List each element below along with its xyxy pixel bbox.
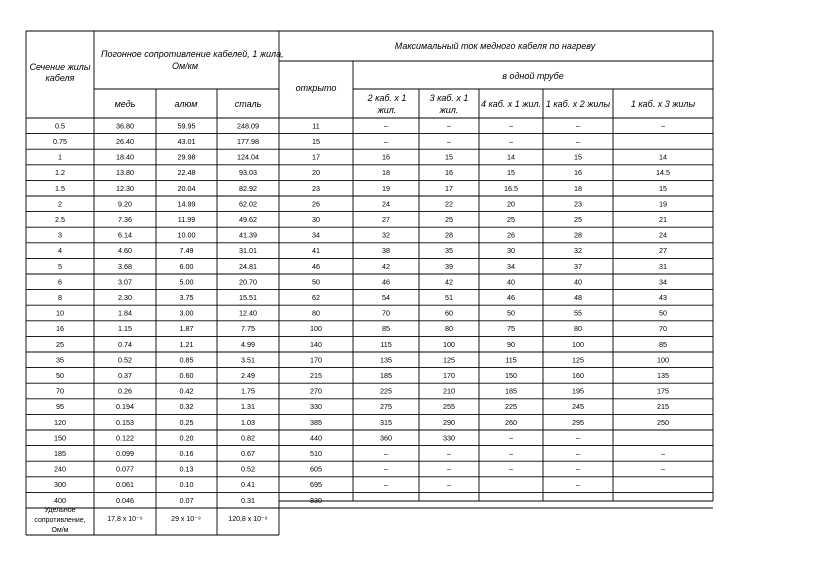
table-cell: 100 [657,355,669,365]
table-cell: 440 [310,433,322,443]
table-cell: 1.2 [55,168,65,178]
table-cell: 510 [310,449,322,458]
table-cell: 5.00 [179,277,194,287]
header-pipe-col-2-line2: жил. [439,105,459,115]
table-cell: – [576,464,580,474]
table-cell: 0.67 [241,449,255,458]
header-open: открыто [295,83,337,93]
table-cell: 0.60 [179,371,194,380]
table-row [58,153,667,162]
table-cell: 50 [56,371,64,380]
table-cell: 93.03 [239,168,257,178]
footer-label-line3: Ом/м [51,527,69,534]
table-cell: 62.02 [239,199,257,209]
table-cell: 330 [310,402,322,412]
table-cell: – [384,121,388,131]
footer-value-steel: 120,8 х 10⁻⁹ [228,516,268,523]
table-row [55,121,665,130]
table-cell: 18.40 [116,152,134,162]
table-body [53,121,670,504]
table-cell: 3.07 [118,277,132,287]
table-cell: 170 [310,355,322,365]
table-cell: – [447,464,451,474]
table-cell: 150 [54,433,66,443]
table-cell: 115 [380,339,392,349]
table-row [58,293,667,302]
table-cell: 23 [312,183,320,193]
table-cell: 28 [574,230,582,240]
header-section [29,62,90,83]
table-cell: 0.046 [116,495,134,505]
table-cell: 80 [312,308,320,318]
table-cell: 24 [659,230,667,240]
table-cell: 7.75 [241,324,255,334]
header-pipe-cols [367,93,696,115]
table-cell: 160 [572,371,584,380]
table-cell: 22.48 [177,168,196,178]
table-cell: 26.40 [116,137,134,146]
table-cell: 18 [382,168,390,178]
table-cell: 46 [507,293,515,302]
table-cell: 32 [574,246,582,256]
table-cell: 14.99 [177,199,196,209]
table-cell: 215 [310,371,322,380]
table-cell: 43.01 [177,137,196,146]
table-cell: 135 [380,355,392,365]
table-cell: 26 [312,199,320,209]
table-cell: 50 [507,308,515,318]
header-pipe-col-1-line2: жил. [377,105,397,115]
table-cell: 31 [659,261,667,271]
table-cell: – [509,464,513,474]
table-cell: 17 [445,183,453,193]
table-cell: 0.20 [179,433,194,443]
table-cell: 115 [505,355,517,365]
table-cell: 9.20 [118,199,132,209]
table-cell: 315 [380,417,392,427]
header-resistance-line1: Погонное сопротивление кабелей, 1 жила, [101,49,284,59]
table-cell: 100 [310,324,322,334]
table-cell: 60 [445,308,453,318]
table-cell: 7.49 [179,246,194,256]
table-cell: 23 [574,199,582,209]
footer-value-aluminium: 29 х 10⁻⁹ [171,516,201,523]
table-cell: 195 [572,386,584,396]
table-cell: 0.42 [179,386,194,396]
table-cell: 35 [56,355,64,365]
table-row [58,199,667,208]
header-metal-aluminium: алюм [174,99,198,109]
table-cell: 1.5 [55,183,65,193]
table-cell: 0.122 [116,433,134,443]
table-cell: 41.39 [239,230,257,240]
table-row [58,262,667,271]
table-row [55,184,667,193]
table-cell: 360 [380,433,392,443]
table-cell: 75 [507,324,515,334]
table-row [56,309,667,318]
table-row [56,387,669,396]
table-row [58,231,667,240]
header-metal-copper: медь [114,99,136,109]
header-resistance-line2: Ом/км [171,61,199,71]
table-cell: 80 [574,324,582,334]
table-cell: 42 [445,277,453,287]
table-row [54,449,665,458]
table-cell: 21 [659,215,667,224]
table-row [54,433,580,442]
table-cell: 49.62 [239,215,257,224]
table-cell: 1 [58,152,62,162]
table-cell: 275 [380,402,392,412]
table-cell: – [384,480,388,490]
table-cell: 19 [659,199,667,209]
table-cell: – [447,137,451,146]
table-cell: 17 [312,152,320,162]
table-cell: 19 [382,183,390,193]
table-cell: 5 [58,261,62,271]
table-cell: 400 [54,495,66,505]
table-cell: 0.099 [116,449,134,458]
table-cell: 43 [659,293,667,302]
header-pipe-col-3: 4 каб. х 1 жил. [480,99,542,109]
table-cell: 290 [443,417,455,427]
table-cell: 70 [382,308,390,318]
table-cell: 185 [505,386,517,396]
table-cell: 0.85 [179,355,194,365]
table-cell: 2.49 [241,371,255,380]
table-cell: 46 [382,277,390,287]
table-cell: 125 [443,355,455,365]
table-cell: 225 [505,402,517,412]
table-cell: 25 [445,215,453,224]
table-cell: 8 [58,293,62,302]
table-row [56,324,667,333]
table-cell: 2 [58,199,62,209]
footer-label-line2: сопротивление, [34,517,86,524]
table-cell: 31.01 [239,246,257,256]
table-cell: 24 [382,199,390,209]
table-cell: 20.70 [239,277,257,287]
table-cell: 42 [382,261,390,271]
table-cell: – [576,449,580,458]
table-cell: 35 [445,246,453,256]
header-pipe-col-4: 1 каб. х 2 жилы [545,99,611,109]
table-row [58,246,667,255]
table-cell: 248.09 [237,121,259,131]
table-cell: 15 [312,137,320,146]
table-cell: 185 [380,371,392,380]
table-cell: 0.13 [179,464,194,474]
table-cell: 135 [657,371,669,380]
table-cell: 4.99 [241,339,255,349]
table-cell: 14 [507,152,515,162]
table-cell: 170 [443,371,455,380]
table-cell: 0.41 [241,480,255,490]
table-cell: 28 [445,230,453,240]
table-cell: 3.68 [118,261,132,271]
table-row [56,402,669,411]
table-cell: 177.98 [237,137,259,146]
table-cell: 16 [445,168,453,178]
table-cell: 14 [659,152,667,162]
table-cell: 300 [54,480,66,490]
table-cell: 16.5 [504,183,518,193]
table-cell: 15.51 [239,293,257,302]
header-section-line2: кабеля [45,73,75,83]
table-cell: 62 [312,293,320,302]
footer-value-copper: 17,8 х 10⁻⁹ [107,516,143,523]
table-cell: 0.26 [118,386,132,396]
table-cell: 0.153 [116,417,134,427]
table-cell: 140 [310,339,322,349]
footer-label [34,507,85,534]
table-cell: 0.52 [118,355,132,365]
table-cell: 15 [507,168,515,178]
table-row [53,137,580,146]
table-cell: 16 [56,324,64,334]
table-cell: 0.07 [179,495,194,505]
table-cell: – [509,449,513,458]
table-cell: 0.75 [53,137,67,146]
table-cell: 12.30 [116,183,134,193]
table-cell: 25 [574,215,582,224]
table-cell: 39 [445,261,453,271]
table-cell: 80 [445,324,453,334]
table-cell: 50 [312,277,320,287]
table-cell: 32 [382,230,390,240]
table-cell: 0.10 [179,480,194,490]
table-cell: 41 [312,246,320,256]
table-row [55,168,670,177]
table-cell: 210 [443,386,455,396]
table-cell: 27 [382,215,390,224]
table-cell: 85 [382,324,390,334]
table-cell: 24.81 [239,261,257,271]
table-cell: 46 [312,261,320,271]
table-cell: 4.60 [118,246,132,256]
table-cell: 0.194 [116,402,134,412]
table-cell: 34 [312,230,320,240]
table-cell: – [384,449,388,458]
table-cell: – [447,449,451,458]
table-cell: 15 [659,183,667,193]
table-cell: 250 [657,417,669,427]
table-cell: 34 [659,277,667,287]
table-cell: 215 [657,402,669,412]
table-row [55,215,667,224]
table-cell: 12.40 [239,308,257,318]
table-cell: 20 [312,168,320,178]
table-cell: 26 [507,230,515,240]
table-cell: 150 [505,371,517,380]
table-cell: 54 [382,293,390,302]
table-cell: 3 [58,230,62,240]
table-cell: 51 [445,293,453,302]
table-cell: 82.92 [239,183,257,193]
table-row [54,480,580,489]
table-cell: – [576,137,580,146]
table-row [54,465,665,474]
table-cell: 0.37 [118,371,132,380]
table-cell: – [661,449,665,458]
table-cell: – [447,480,451,490]
table-cell: 1.84 [118,308,132,318]
table-cell: 18 [574,183,582,193]
table-cell: 27 [659,246,667,256]
table-cell: 59.95 [177,121,196,131]
header-pipe-col-1-line1: 2 каб. х 1 [367,93,407,103]
table-cell: 20 [507,199,515,209]
table-cell: – [576,121,580,131]
table-cell: 95 [56,402,64,412]
table-cell: 25 [507,215,515,224]
table-cell: 16 [574,168,582,178]
table-cell: 0.077 [116,464,134,474]
table-cell: 36.80 [116,121,134,131]
table-cell: – [509,121,513,131]
table-cell: 34 [507,261,515,271]
table-cell: 70 [56,386,64,396]
table-cell: 15 [574,152,582,162]
header-metal-steel: сталь [234,99,262,109]
header-in-pipe: в одной трубе [502,71,564,81]
table-cell: 7.36 [118,215,132,224]
table-cell: 55 [574,308,582,318]
table-cell: 25 [56,339,64,349]
table-cell: 330 [443,433,455,443]
table-cell: – [384,137,388,146]
table-cell: 245 [572,402,584,412]
table-cell: 385 [310,417,322,427]
table-cell: 295 [572,417,584,427]
table-cell: – [576,480,580,490]
header-current: Максимальный ток медного кабеля по нагреву [394,41,596,51]
table-cell: 695 [310,480,322,490]
table-cell: 125 [572,355,584,365]
table-cell: 6.14 [118,230,132,240]
header-resistance [101,49,284,71]
table-row [56,371,669,380]
table-cell: – [384,464,388,474]
table-cell: 260 [505,417,517,427]
table-cell: 4 [58,246,62,256]
table-row [58,277,667,286]
table-cell: 15 [445,152,453,162]
table-cell: 0.5 [55,121,65,131]
table-cell: 3.00 [179,308,194,318]
table-cell: – [661,121,665,131]
table-cell: 20.04 [177,183,196,193]
table-cell: 40 [574,277,582,287]
table-cell: 22 [445,199,453,209]
table-row [56,340,667,349]
table-cell: 0.52 [241,464,255,474]
table-cell: 240 [54,464,66,474]
table-cell: 6.00 [179,261,194,271]
table-cell: 830 [310,495,322,505]
header-pipe-col-2-line1: 3 каб. х 1 [429,93,469,103]
table-cell: 48 [574,293,582,302]
table-cell: 270 [310,386,322,396]
table-cell: 0.16 [179,449,194,458]
table-cell: 0.74 [118,339,132,349]
table-cell: – [576,433,580,443]
table-cell: 0.31 [241,495,255,505]
table-cell: 1.21 [179,339,194,349]
table-cell: 185 [54,449,66,458]
header-pipe-col-5: 1 каб. х 3 жилы [630,99,696,109]
table-cell: 1.87 [179,324,194,334]
table-cell: – [509,137,513,146]
table-cell: 30 [507,246,515,256]
table-cell: 85 [659,339,667,349]
table-cell: 2.5 [55,215,65,224]
footer-label-line1: Удельное [44,507,76,514]
table-cell: 255 [443,402,455,412]
table-cell: 0.82 [241,433,255,443]
table-cell: 175 [657,386,669,396]
table-cell: 13.80 [116,168,134,178]
table-cell: 14.5 [656,168,670,178]
table-cell: 605 [310,464,322,474]
table-cell: 1.75 [241,386,255,396]
table-cell: – [447,121,451,131]
table-cell: 16 [382,152,390,162]
table-cell: 3.75 [179,293,194,302]
table-cell: 1.31 [241,402,255,412]
table-cell: 3.51 [241,355,255,365]
table-cell: 29.98 [177,152,196,162]
table-cell: 38 [382,246,390,256]
table-cell: 37 [574,261,582,271]
table-cell: 0.25 [179,417,194,427]
table-row [56,355,669,364]
table-cell: – [661,464,665,474]
table-cell: 2.30 [118,293,132,302]
table-cell: 225 [380,386,392,396]
table-row [54,418,669,427]
table-cell: 6 [58,277,62,287]
table-cell: 0.061 [116,480,134,490]
table-cell: 50 [659,308,667,318]
table-cell: 1.15 [118,324,132,334]
table-cell: 11.99 [177,215,196,224]
header-section-line1: Сечение жилы [29,62,91,72]
table-cell: 0.32 [179,402,194,412]
table-cell: 100 [443,339,455,349]
table-cell: 1.03 [241,417,255,427]
table-cell: 10 [56,308,64,318]
table-cell: 40 [507,277,515,287]
table-cell: 100 [572,339,584,349]
table-cell: 90 [507,339,515,349]
table-cell: 70 [659,324,667,334]
table-cell: 120 [54,417,66,427]
table-cell: 11 [312,121,320,131]
table-cell: – [509,433,513,443]
table-cell: 10.00 [177,230,196,240]
table-cell: 124.04 [237,152,259,162]
table-cell: 30 [312,215,320,224]
